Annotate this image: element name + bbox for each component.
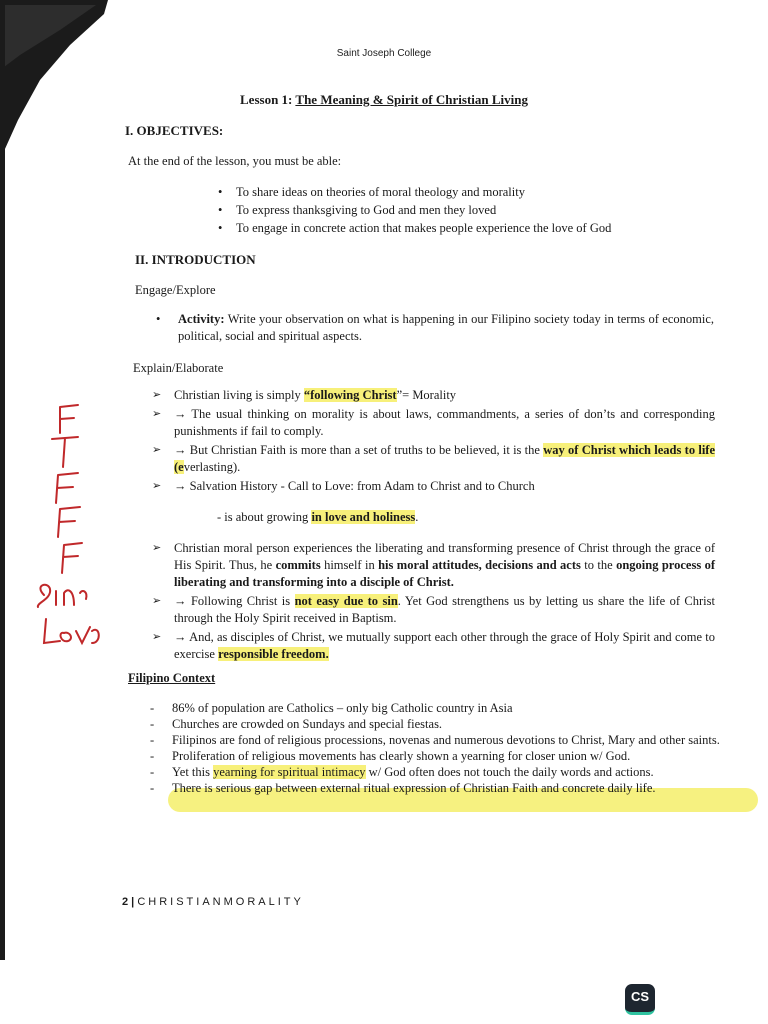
- explain-item: ➢ → Following Christ is not easy due to sin. Yet God strengthens us by letting us share the life of Christ through the Holy Spirit received in Baptism.: [152, 594, 715, 625]
- college-header: Saint Joseph College: [336, 48, 432, 59]
- highlight: way of Christ which leads to life (e: [174, 443, 716, 474]
- objective-item: • To share ideas on theories of moral theology and morality: [214, 183, 611, 201]
- lesson-name: The Meaning & Spirit of Christian Living: [295, 92, 528, 107]
- highlight: “following Christ: [303, 388, 397, 402]
- handwritten-answers: [30, 395, 130, 655]
- activity-text: Write your observation on what is happening in our Filipino society today in terms of economic, political, social and spiritual aspects.: [178, 312, 714, 343]
- highlight: responsible freedom.: [218, 647, 329, 661]
- context-item: - Proliferation of religious movements has clearly shown a yearning for closer union w/ God.: [150, 749, 631, 763]
- explain-item: ➢ Christian living is simply “following Christ”= Morality: [152, 388, 457, 402]
- context-item: - 86% of population are Catholics – only big Catholic country in Asia: [150, 701, 513, 715]
- context-item: - Filipinos are fond of religious processions, novenas and numerous devotions to Christ, Mary and other saints.: [150, 733, 720, 747]
- objectives-heading: I. OBJECTIVES:: [125, 123, 224, 138]
- filipino-context-heading: Filipino Context: [128, 671, 216, 685]
- lesson-title: [0, 92, 768, 108]
- explain-item: ➢ → The usual thinking on morality is about laws, commandments, a series of don’ts and corresponding punishments if fail to comply.: [152, 407, 715, 438]
- highlight: not easy due to sin: [294, 594, 398, 608]
- explain-subline: - is about growing in love and holiness.: [217, 510, 419, 524]
- scan-left-edge: [0, 0, 5, 960]
- explain-item: ➢ → And, as disciples of Christ, we mutually support each other through the grace of Holy Spirit and come to exercise responsible freedom.: [152, 630, 715, 661]
- activity-paragraph: [158, 311, 714, 345]
- highlight: yearning for spiritual intimacy: [213, 765, 366, 779]
- introduction-heading: II. INTRODUCTION: [135, 252, 256, 267]
- camscanner-logo: CS: [625, 984, 655, 1015]
- explain-item: ➢ Christian moral person experiences the liberating and transforming presence of Christ through the grace of His Spirit. Thus, he commits himself in his moral attitudes, decisions and acts to the ongoing process of liberating and transforming into a disciple of Christ.: [152, 541, 715, 589]
- context-item: - Churches are crowded on Sundays and special fiestas.: [150, 717, 443, 731]
- filipino-context-list: [150, 700, 720, 796]
- objectives-intro: At the end of the lesson, you must be able:: [128, 154, 342, 168]
- highlight: in love and holiness: [311, 510, 416, 524]
- context-item: - Yet this yearning for spiritual intimacy w/ God often does not touch the daily words and actions.: [150, 765, 654, 779]
- objective-item: • To express thanksgiving to God and men they loved: [214, 201, 611, 219]
- explain-item: ➢ → Salvation History - Call to Love: from Adam to Christ and to Church: [152, 479, 535, 493]
- objective-item: • To engage in concrete action that makes people experience the love of God: [214, 219, 611, 237]
- page-number: 2: [122, 896, 129, 908]
- page-footer: 2 | CHRISTIANMORALITY: [122, 896, 304, 908]
- activity-label: Activity:: [178, 312, 225, 326]
- explain-label: Explain/Elaborate: [133, 361, 224, 375]
- explain-list: [150, 387, 715, 665]
- bullet-mark: •: [156, 312, 161, 326]
- lesson-number: Lesson 1:: [240, 92, 296, 107]
- footer-label: CHRISTIANMORALITY: [137, 896, 304, 908]
- explain-item: ➢ → But Christian Faith is more than a set of truths to be believed, it is the way of Christ which leads to life (everlasting).: [152, 443, 716, 474]
- context-item: - There is serious gap between external ritual expression of Christian Faith and concrete daily life.: [150, 781, 656, 795]
- engage-label: Engage/Explore: [135, 283, 216, 297]
- objectives-list: [214, 183, 611, 237]
